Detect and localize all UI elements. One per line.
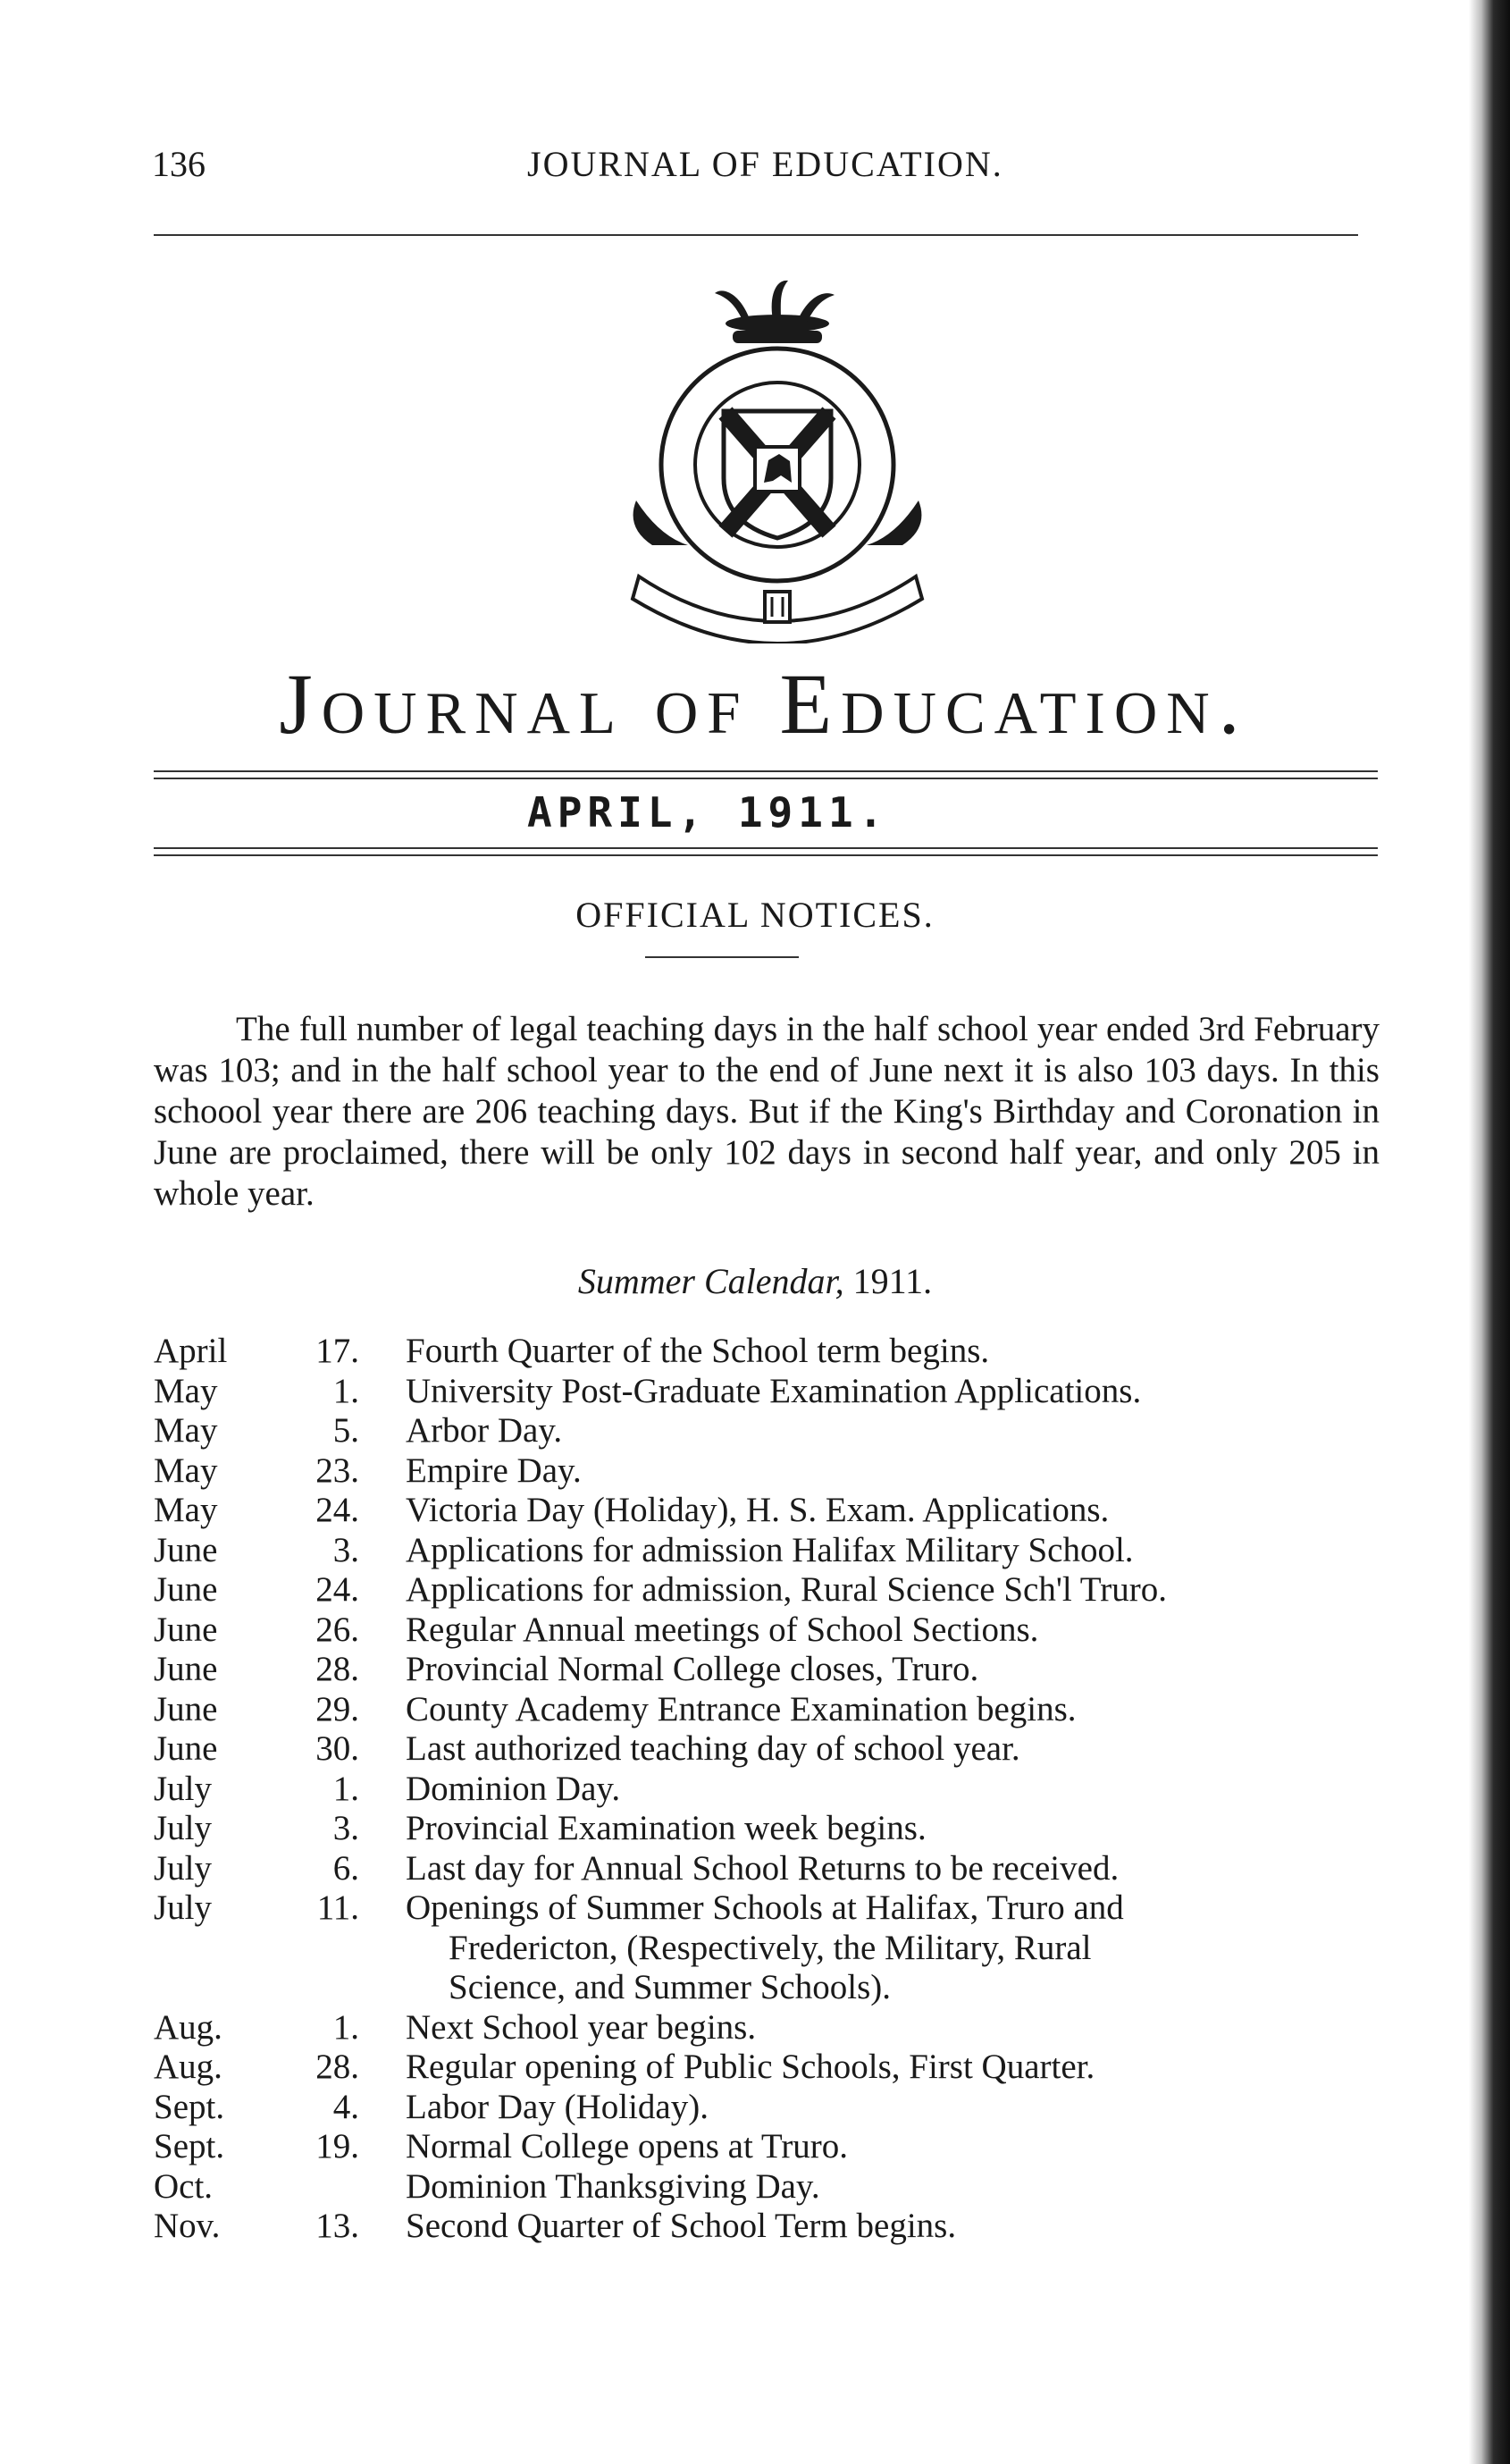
- calendar-day: 1.: [332, 2007, 359, 2047]
- calendar-event: Applications for admission, Rural Science Sch'l Truro.: [406, 1570, 1167, 1609]
- calendar-month: April: [154, 1332, 228, 1370]
- nova-scotia-crest-icon: [590, 277, 965, 643]
- calendar-month: June: [154, 1729, 218, 1768]
- calendar-row: [154, 1888, 1387, 2008]
- calendar-row: [154, 1411, 1387, 1451]
- calendar-event: Regular opening of Public Schools, First Quarter.: [406, 2048, 1095, 2086]
- issue-date: APRIL, 1911.: [527, 788, 889, 837]
- calendar-row: [154, 1690, 1387, 1730]
- calendar-event: Victoria Day (Holiday), H. S. Exam. Applications.: [406, 1491, 1110, 1529]
- calendar-day: 5.: [332, 1411, 359, 1450]
- calendar-month: Oct.: [154, 2166, 214, 2206]
- calendar-month: July: [154, 1809, 213, 1847]
- running-title: JOURNAL OF EDUCATION.: [527, 144, 1003, 184]
- notice-paragraph: The full number of legal teaching days in the half school year ended 3rd February was 103; and in the half school year to the end of June next it is also 103 days. In this schoool year there are 206 teaching days. But if the King's Birthday and Coronation in June are proclaimed, there will be only 102 days in second half year, and only 205 in whole year.: [154, 1010, 1380, 1213]
- calendar-day: 24.: [315, 1570, 359, 1609]
- calendar-month: May: [154, 1371, 218, 1410]
- calendar-event-line-3: Science, and Summer Schools).: [449, 1968, 891, 2006]
- calendar-month: May: [154, 1411, 218, 1450]
- calendar-event: University Post-Graduate Examination Applications.: [406, 1371, 1142, 1410]
- calendar-event-line-1: Openings of Summer Schools at Halifax, Truro and: [406, 1888, 1124, 1927]
- calendar-month: June: [154, 1650, 218, 1688]
- calendar-heading-italic: Summer Calendar,: [577, 1261, 844, 1301]
- calendar-row: [154, 1531, 1387, 1571]
- calendar-month: Aug.: [154, 2048, 222, 2086]
- calendar-row: [154, 1372, 1387, 1412]
- calendar-event: County Academy Entrance Examination begins.: [406, 1689, 1077, 1728]
- calendar-event: Next School year begins.: [406, 2007, 757, 2047]
- calendar-month: June: [154, 1570, 218, 1609]
- calendar-day: 6.: [332, 1848, 359, 1888]
- calendar-month: June: [154, 1689, 218, 1728]
- calendar-event: Last day for Annual School Returns to be received.: [406, 1848, 1120, 1888]
- title-rule-bottom: [154, 847, 1378, 856]
- calendar-row: [154, 2088, 1387, 2128]
- calendar-row: [154, 1451, 1387, 1492]
- calendar-event: Arbor Day.: [406, 1411, 563, 1450]
- calendar-day: 28.: [315, 1650, 359, 1688]
- calendar-event: Regular Annual meetings of School Sections.: [406, 1610, 1039, 1649]
- title-rule-top: [154, 770, 1378, 779]
- section-rule: [645, 956, 799, 958]
- calendar-row: [154, 2127, 1387, 2167]
- calendar-day: 3.: [332, 1530, 359, 1569]
- calendar-day: 30.: [315, 1729, 359, 1768]
- calendar-day: 1.: [332, 1769, 359, 1808]
- calendar-event: [406, 1888, 1387, 2008]
- calendar-month: Aug.: [154, 2007, 222, 2047]
- calendar-month: Sept.: [154, 2127, 225, 2165]
- calendar-month: June: [154, 1610, 218, 1649]
- calendar-day: 23.: [315, 1451, 359, 1490]
- calendar-event: Dominion Day.: [406, 1769, 621, 1808]
- calendar-row: [154, 1570, 1387, 1610]
- calendar-event: Normal College opens at Truro.: [406, 2127, 849, 2165]
- calendar-month: May: [154, 1451, 218, 1490]
- calendar-month: July: [154, 1769, 213, 1808]
- calendar-event-line-2: Fredericton, (Respectively, the Military, Rural: [449, 1928, 1092, 1967]
- calendar-row: [154, 1650, 1387, 1690]
- calendar-day: 11.: [316, 1888, 359, 1927]
- scan-edge-shadow: [1469, 0, 1510, 2464]
- calendar-event: Applications for admission Halifax Military School.: [406, 1530, 1134, 1569]
- calendar-event: Empire Day.: [406, 1451, 582, 1490]
- calendar-day: 13.: [315, 2207, 359, 2245]
- calendar-month: July: [154, 1888, 213, 1927]
- calendar-event: Provincial Normal College closes, Truro.: [406, 1650, 979, 1688]
- calendar-day: 3.: [332, 1809, 359, 1847]
- calendar-day: 26.: [315, 1610, 359, 1649]
- header-rule: [154, 234, 1358, 236]
- official-notices-heading: OFFICIAL NOTICES.: [575, 895, 935, 935]
- calendar-row: [154, 1332, 1387, 1372]
- calendar-row: [154, 1729, 1387, 1770]
- calendar-month: July: [154, 1848, 213, 1888]
- calendar-heading: [0, 1260, 1510, 1302]
- calendar-row: [154, 1849, 1387, 1889]
- calendar-event: Second Quarter of School Term begins.: [406, 2207, 957, 2245]
- calendar-month: Nov.: [154, 2207, 221, 2245]
- calendar-day: 24.: [315, 1491, 359, 1529]
- calendar-row: [154, 2008, 1387, 2048]
- calendar-row: [154, 2048, 1387, 2088]
- calendar-heading-year: 1911.: [843, 1261, 933, 1301]
- calendar-day: 1.: [332, 1371, 359, 1410]
- running-head: [152, 143, 1358, 197]
- calendar-event: Dominion Thanksgiving Day.: [406, 2166, 820, 2206]
- calendar-event: Last authorized teaching day of school year.: [406, 1729, 1020, 1768]
- calendar-day: 4.: [332, 2087, 359, 2126]
- calendar-month: May: [154, 1491, 218, 1529]
- page-number: 136: [152, 144, 206, 184]
- calendar-row: [154, 1610, 1387, 1651]
- summer-calendar: [154, 1332, 1387, 2247]
- calendar-month: June: [154, 1530, 218, 1569]
- calendar-month: Sept.: [154, 2087, 225, 2126]
- calendar-day: 28.: [315, 2048, 359, 2086]
- calendar-day: 19.: [315, 2127, 359, 2165]
- calendar-event: Provincial Examination week begins.: [406, 1809, 927, 1847]
- journal-title: Journal of Education.: [279, 656, 1249, 752]
- calendar-day: 17.: [315, 1332, 359, 1370]
- calendar-event: Fourth Quarter of the School term begins.: [406, 1332, 990, 1370]
- calendar-row: [154, 2167, 1387, 2208]
- calendar-row: [154, 1809, 1387, 1849]
- calendar-day: 29.: [315, 1689, 359, 1728]
- calendar-event: Labor Day (Holiday).: [406, 2087, 709, 2126]
- calendar-row: [154, 2207, 1387, 2247]
- calendar-row: [154, 1491, 1387, 1531]
- calendar-row: [154, 1770, 1387, 1810]
